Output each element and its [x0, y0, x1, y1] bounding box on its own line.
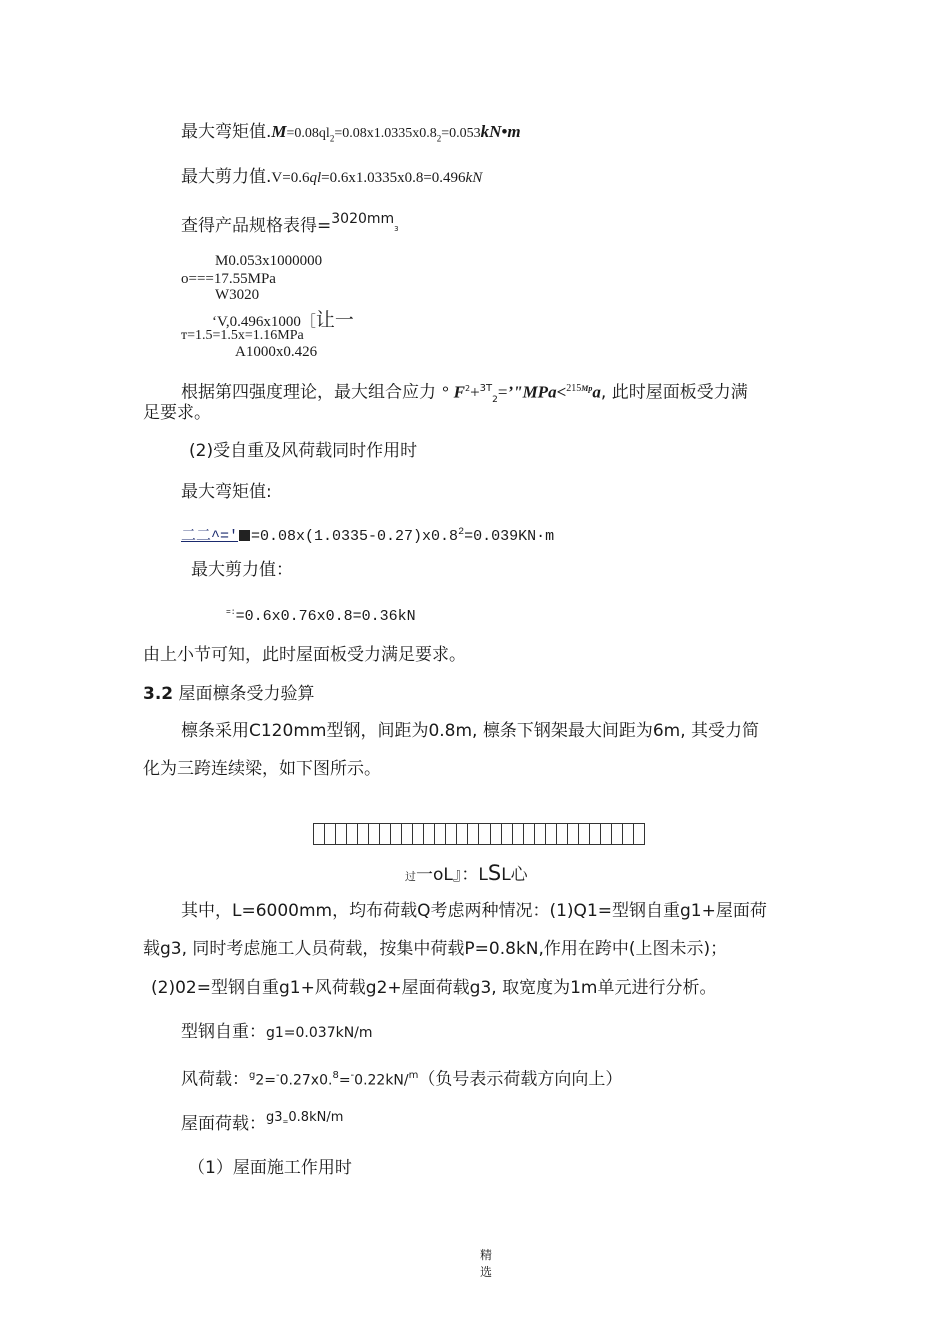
- max-shear-label: 最大剪力值.: [181, 167, 272, 187]
- shear-equation-2: =:=0.6x0.76x0.8=0.36kN: [226, 608, 416, 625]
- beam-segment: [457, 824, 468, 844]
- beam-segment: [358, 824, 369, 844]
- beam-segment: [325, 824, 336, 844]
- load-cases-line1: 其中，L=6000mm，均布荷载Q考虑两种情况：(1)Q1=型钢自重g1+屋面荷: [181, 901, 767, 921]
- footer-char-1: 精: [480, 1248, 493, 1262]
- sigma-denominator: W3020: [215, 287, 260, 303]
- moment-equation-2: 二二^=' $=0.08x(1.0335-0.27)x0.8^2=0.039KN\cdot m$: [181, 527, 555, 545]
- beam-segment: [612, 824, 623, 844]
- beam-segment: [601, 824, 612, 844]
- section-modulus-line: 查得产品规格表得=$^{3020mm}$3: [181, 211, 399, 236]
- beam-segment: [491, 824, 502, 844]
- beam-segment: [557, 824, 568, 844]
- sigma-line: o===17.55MPa: [181, 271, 276, 287]
- footer-char-2: 选: [480, 1265, 493, 1279]
- beam-segment: [579, 824, 590, 844]
- tau-denominator: A1000x0.426: [235, 344, 318, 360]
- max-moment-label-2: 最大弯矩值:: [181, 482, 272, 502]
- beam-segment: [424, 824, 435, 844]
- beam-segment: [502, 824, 513, 844]
- beam-segment: [336, 824, 347, 844]
- case2-heading: (2)受自重及风荷载同时作用时: [189, 441, 418, 461]
- beam-segment: [524, 824, 535, 844]
- beam-segment: [446, 824, 457, 844]
- beam-segment: [314, 824, 325, 844]
- section-title: 屋面檩条受力验算: [178, 684, 315, 704]
- sigma-numerator: M0.053x1000000: [215, 253, 323, 269]
- combined-stress-paragraph-line2: 足要求。: [143, 403, 211, 423]
- max-shear-line: 最大剪力值.V=0.6ql=0.6x1.0335x0.8=0.496kN: [181, 167, 483, 187]
- beam-segment: [413, 824, 424, 844]
- max-moment-label: 最大弯矩值.: [181, 122, 272, 142]
- beam-segment: [369, 824, 380, 844]
- beam-segment: [535, 824, 546, 844]
- beam-segment: [479, 824, 490, 844]
- beam-segment: [634, 824, 644, 844]
- summary-line: 由上小节可知，此时屋面板受力满足要求。: [143, 645, 466, 665]
- beam-segment: [623, 824, 634, 844]
- section-number: 3.2: [143, 684, 174, 704]
- roof-load-line: 屋面荷载：$^{g3=0.8kN/m}$: [181, 1110, 344, 1134]
- tau-numerator: ‘V,0.496x1000［让一: [212, 309, 354, 331]
- beam-segment: [347, 824, 358, 844]
- beam-segment: [468, 824, 479, 844]
- section-heading: [143, 683, 315, 705]
- purlin-paragraph-line1: 檩条采用C120mm型钢，间距为0.8m, 檩条下钢架最大间距为6m, 其受力简: [181, 721, 760, 741]
- beam-segment: [568, 824, 579, 844]
- load-case2-line: (2)02=型钢自重g1+风荷载g2+屋面荷载g3, 取宽度为1m单元进行分析。: [151, 978, 717, 998]
- beam-segment: [402, 824, 413, 844]
- case1-heading: （1）屋面施工作用时: [188, 1158, 352, 1178]
- beam-segment: [435, 824, 446, 844]
- wind-load-line: 风荷载：$^g$2=-0.27x0.$^8$=-0.22kN/$^m$（负号表示荷载方向向上）: [181, 1069, 623, 1090]
- combined-stress-paragraph: 根据第四强度理论，最大组合应力 ° $F^2+^{3T}_2=’"MPa<^{215Mp}a$, 此时屋面板受力满: [181, 382, 748, 406]
- beam-segment: [391, 824, 402, 844]
- beam-segment: [513, 824, 524, 844]
- beam-segment: [590, 824, 601, 844]
- filled-square-glyph: [239, 530, 250, 541]
- beam-segment: [546, 824, 557, 844]
- diagram-caption: 过一oL』：LSL心: [405, 861, 528, 885]
- load-cases-line2: 载g3, 同时考虑施工人员荷载，按集中荷载P=0.8kN,作用在跨中(上图未示)；: [143, 939, 728, 959]
- max-moment-line: 最大弯矩值$.M=0.08ql_2=0.08x1.0335x0.8_2=0.053kN•m$: [181, 122, 521, 144]
- beam-segment: [380, 824, 391, 844]
- purlin-paragraph-line2: 化为三跨连续梁，如下图所示。: [143, 759, 381, 779]
- steel-self-weight-line: 型钢自重：g1=0.037kN/m: [181, 1022, 373, 1042]
- max-shear-label-2: 最大剪力值：: [191, 560, 293, 580]
- continuous-beam-diagram: [313, 823, 645, 845]
- tau-line: т=1.5=1.5x=1.16MPa: [181, 328, 304, 343]
